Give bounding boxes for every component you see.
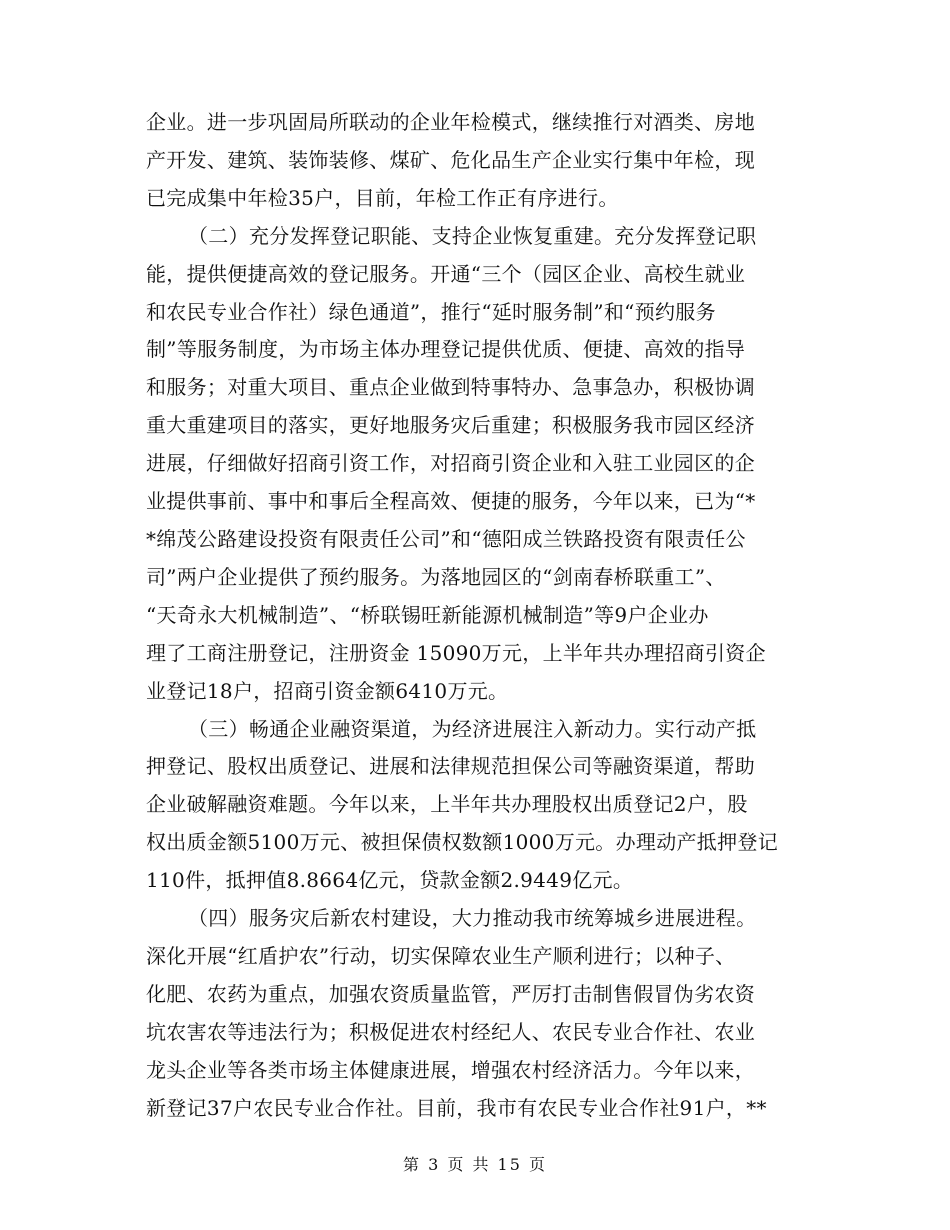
text-line: 企业破解融资难题。今年以来，上半年共办理股权出质登记2户，股 (146, 792, 748, 817)
text-line: 进展，仔细做好招商引资工作，对招商引资企业和入驻工业园区的企 (146, 451, 755, 476)
paragraph-heading-line: （三）畅通企业融资渠道，为经济进展注入新动力。实行动产抵 (188, 716, 757, 741)
text-line: 和服务；对重大项目、重点企业做到特事特办、急事急办，积极协调 (146, 375, 755, 400)
text-line: 110件，抵押值8.8664亿元，贷款金额2.9449亿元。 (146, 868, 634, 893)
text-line: 坑农害农等违法行为；积极促进农村经纪人、农民专业合作社、农业 (146, 1019, 755, 1044)
text-line: *绵茂公路建设投资有限责任公司”和“德阳成兰铁路投资有限责任公 (146, 526, 746, 551)
text-line: 已完成集中年检35户，目前，年检工作正有序进行。 (146, 185, 619, 210)
text-line: 制”等服务制度，为市场主体办理登记提供优质、便捷、高效的指导 (146, 337, 746, 362)
text-line: 业登记18户，招商引资金额6410万元。 (146, 678, 509, 703)
body-text (146, 104, 812, 1127)
paragraph-heading-line: （二）充分发挥登记职能、支持企业恢复重建。充分发挥登记职 (188, 223, 757, 248)
text-line: 业提供事前、事中和事后全程高效、便捷的服务，今年以来，已为“* (146, 489, 756, 514)
text-line: 产开发、建筑、装饰装修、煤矿、危化品生产企业实行集中年检，现 (146, 147, 755, 172)
paragraph-heading-line: （四）服务灾后新农村建设，大力推动我市统筹城乡进展进程。 (188, 906, 757, 931)
text-line: 理了工商注册登记，注册资金 15090万元，上半年共办理招商引资企 (146, 640, 766, 665)
text-line: 重大重建项目的落实，更好地服务灾后重建；积极服务我市园区经济 (146, 413, 755, 438)
text-line: 深化开展“红盾护农”行动，切实保障农业生产顺利进行；以种子、 (146, 943, 736, 968)
text-line: 能，提供便捷高效的登记服务。开通“三个（园区企业、高校生就业 (146, 261, 746, 286)
text-line: 化肥、农药为重点，加强农资质量监管，严厉打击制售假冒伪劣农资 (146, 981, 755, 1006)
text-line: 企业。进一步巩固局所联动的企业年检模式，继续推行对酒类、房地 (146, 110, 755, 134)
text-line: 和农民专业合作社）绿色通道”，推行“延时服务制”和“预约服务 (146, 299, 716, 324)
page-footer: 第 3 页 共 15 页 (403, 1155, 547, 1174)
text-line: “天奇永大机械制造”、“桥联锡旺新能源机械制造”等9户企业办 (146, 602, 709, 627)
text-line: 押登记、股权出质登记、进展和法律规范担保公司等融资渠道，帮助 (146, 754, 755, 779)
text-line: 龙头企业等各类市场主体健康进展，增强农村经济活力。今年以来， (146, 1057, 755, 1082)
text-line: 权出质金额5100万元、被担保债权数额1000万元。办理动产抵押登记 (146, 830, 778, 855)
text-line: 司”两户企业提供了预约服务。为落地园区的“剑南春桥联重工”、 (146, 564, 726, 589)
text-line: 新登记37户农民专业合作社。目前，我市有农民专业合作社91户，** (146, 1095, 767, 1120)
